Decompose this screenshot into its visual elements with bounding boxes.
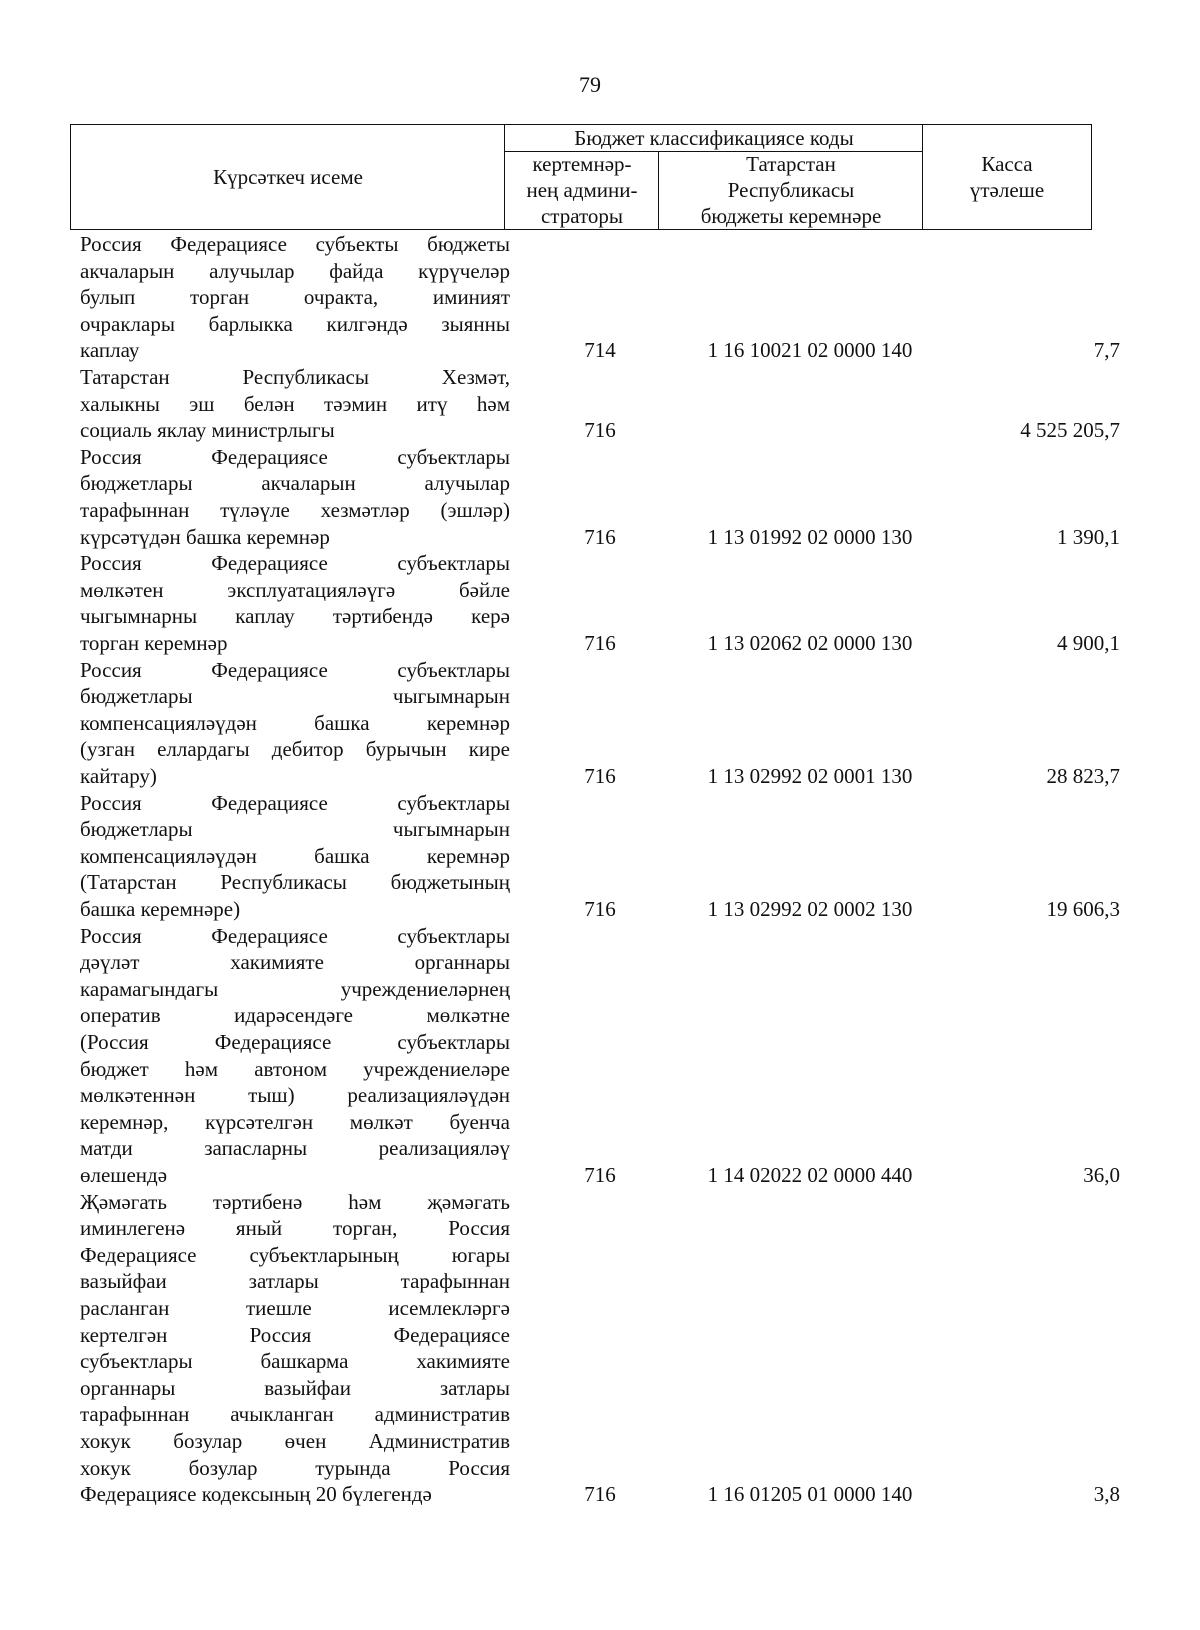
header-revenues-line: Республикасы: [727, 178, 855, 202]
administrator-code-cell: 716: [584, 1162, 616, 1187]
divider: [504, 151, 923, 152]
indicator-name-line: расланган тиешле исемлекләргә: [80, 1295, 510, 1320]
indicator-name-cell: [80, 550, 510, 656]
administrator-code-cell: 716: [584, 418, 616, 443]
indicator-name-cell: [80, 657, 510, 790]
indicator-name-line: Федерациясе субъектларының югары: [80, 1242, 510, 1267]
revenue-code-cell: 1 16 01205 01 0000 140: [707, 1482, 913, 1507]
indicator-name-line: хокук бозулар өчен Административ: [80, 1428, 510, 1453]
indicator-name-line: матди запасларны реализацияләү: [80, 1136, 510, 1161]
header-cash-execution-line: үтәлеше: [969, 178, 1045, 202]
indicator-name-line: дәүләт хакимияте органнары: [80, 950, 510, 975]
indicator-name-line: Россия Федерациясе субъектлары: [80, 444, 510, 469]
indicator-name-line: тарафыннан түләүле хезмәтләр (эшләр): [80, 497, 510, 522]
administrator-code-cell: 714: [584, 338, 616, 363]
indicator-name-cell: [80, 790, 510, 923]
indicator-name-line: чыгымнарны каплау тәртибендә керә: [80, 604, 510, 629]
revenue-code-cell: 1 13 02062 02 0000 130: [707, 630, 913, 655]
indicator-name-line: (Татарстан Республикасы бюджетының: [80, 870, 510, 895]
indicator-name-line: Россия Федерациясе субъектлары: [80, 657, 510, 682]
indicator-name-line: Россия Федерациясе субъектлары: [80, 923, 510, 948]
indicator-name-line: компенсацияләүдән башка керемнәр: [80, 710, 510, 735]
indicator-name-line: (Россия Федерациясе субъектлары: [80, 1029, 510, 1054]
indicator-name-line: Россия Федерациясе субъектлары: [80, 790, 510, 815]
indicator-name-line: күрсәтүдән башка керемнәр: [80, 524, 330, 549]
indicator-name-line: очраклары барлыкка килгәндә зыянны: [80, 311, 510, 336]
indicator-name-line: булып торган очракта, иминият: [80, 285, 510, 310]
header-revenues-line: бюджеты керемнәре: [700, 204, 882, 228]
indicator-name-line: торган керемнәр: [80, 630, 228, 655]
indicator-name-line: Россия Федерациясе субъекты бюджеты: [80, 232, 510, 256]
administrator-code-cell: 716: [584, 1482, 616, 1507]
indicator-name-line: органнары вазыйфаи затлары: [80, 1375, 510, 1400]
cash-execution-cell: 4 900,1: [1057, 630, 1120, 655]
indicator-name-line: хокук бозулар турында Россия: [80, 1455, 510, 1480]
indicator-name-line: мөлкәтеннән тыш) реализацияләүдән: [80, 1083, 510, 1108]
indicator-name-line: вазыйфаи затлары тарафыннан: [80, 1269, 510, 1294]
indicator-name-line: кайтару): [80, 763, 157, 788]
cash-execution-cell: 4 525 205,7: [1020, 418, 1120, 443]
revenue-code-cell: 1 13 02992 02 0002 130: [707, 896, 913, 921]
administrator-code-cell: 716: [584, 630, 616, 655]
header-revenues: [659, 151, 923, 229]
indicator-name-cell: [80, 364, 510, 444]
cash-execution-cell: 19 606,3: [1046, 896, 1120, 921]
indicator-name-line: бюджетлары чыгымнарын: [80, 817, 510, 842]
indicator-name-line: социаль яклау министрлыгы: [80, 418, 335, 443]
indicator-name-line: оператив идарәсендәге мөлкәтне: [80, 1003, 510, 1028]
divider: [922, 125, 923, 229]
indicator-name-line: өлешендә: [80, 1162, 168, 1187]
indicator-name-cell: [80, 231, 510, 364]
administrator-code-cell: 716: [584, 524, 616, 549]
indicator-name-line: карамагындагы учреждениеләрнең: [80, 976, 510, 1001]
indicator-name-line: акчаларын алучылар файда күрүчеләр: [80, 258, 510, 283]
indicator-name-line: кертелгән Россия Федерациясе: [80, 1322, 510, 1347]
indicator-name-line: бюджет һәм автоном учреждениеләре: [80, 1056, 510, 1081]
administrator-code-cell: 716: [584, 763, 616, 788]
revenue-code-cell: 1 13 01992 02 0000 130: [707, 524, 913, 549]
indicator-name-cell: [80, 923, 510, 1189]
indicator-name-line: мөлкәтен эксплуатацияләүгә бәйле: [80, 577, 510, 602]
revenue-code-cell: 1 16 10021 02 0000 140: [707, 338, 913, 363]
header-budget-code-group: Бюджет классификациясе коды: [574, 126, 854, 150]
indicator-name-line: субъектлары башкарма хакимияте: [80, 1349, 510, 1374]
cash-execution-cell: 1 390,1: [1057, 524, 1120, 549]
header-indicator-name: Күрсәткеч исеме: [213, 165, 363, 189]
cash-execution-cell: 36,0: [1083, 1162, 1120, 1187]
cash-execution-cell: 3,8: [1093, 1482, 1120, 1507]
table-header: [70, 124, 1092, 230]
header-administrators-line: нең админи-: [526, 178, 638, 202]
indicator-name-line: Татарстан Республикасы Хезмәт,: [80, 365, 510, 389]
indicator-name-line: иминлегенә яный торган, Россия: [80, 1216, 510, 1241]
page-number: 79: [579, 72, 601, 97]
indicator-name-cell: [80, 1189, 510, 1508]
administrator-code-cell: 716: [584, 896, 616, 921]
indicator-name-line: Россия Федерациясе субъектлары: [80, 551, 510, 576]
header-administrators-line: страторы: [540, 204, 624, 228]
header-cash-execution-line: Касса: [981, 152, 1033, 176]
indicator-name-line: компенсацияләүдән башка керемнәр: [80, 843, 510, 868]
header-administrators-line: кертемнәр-: [532, 152, 632, 176]
indicator-name-line: бюджетлары чыгымнарын: [80, 684, 510, 709]
indicator-name-line: каплау: [80, 338, 140, 363]
indicator-name-line: башка керемнәре): [80, 896, 241, 921]
cash-execution-cell: 7,7: [1093, 338, 1120, 363]
indicator-name-line: халыкны эш белән тәэмин итү һәм: [80, 391, 510, 416]
indicator-name-line: бюджетлары акчаларын алучылар: [80, 471, 510, 496]
revenue-code-cell: 1 13 02992 02 0001 130: [707, 763, 913, 788]
indicator-name-line: Федерациясе кодексының 20 бүлегендә: [80, 1482, 432, 1507]
indicator-name-cell: [80, 444, 510, 550]
divider: [658, 151, 659, 229]
revenue-code-cell: 1 14 02022 02 0000 440: [707, 1162, 913, 1187]
indicator-name-line: Җәмәгать тәртибенә һәм җәмәгать: [80, 1189, 510, 1214]
indicator-name-line: (узган еллардагы дебитор бурычын кире: [80, 737, 510, 762]
indicator-name-line: керемнәр, күрсәтелгән мөлкәт буенча: [80, 1109, 510, 1134]
header-revenues-line: Татарстан: [746, 152, 836, 176]
indicator-name-line: тарафыннан ачыкланган административ: [80, 1402, 510, 1427]
header-administrators: [505, 151, 659, 229]
header-cash-execution: [923, 125, 1091, 229]
divider: [504, 125, 505, 229]
cash-execution-cell: 28 823,7: [1046, 763, 1120, 788]
